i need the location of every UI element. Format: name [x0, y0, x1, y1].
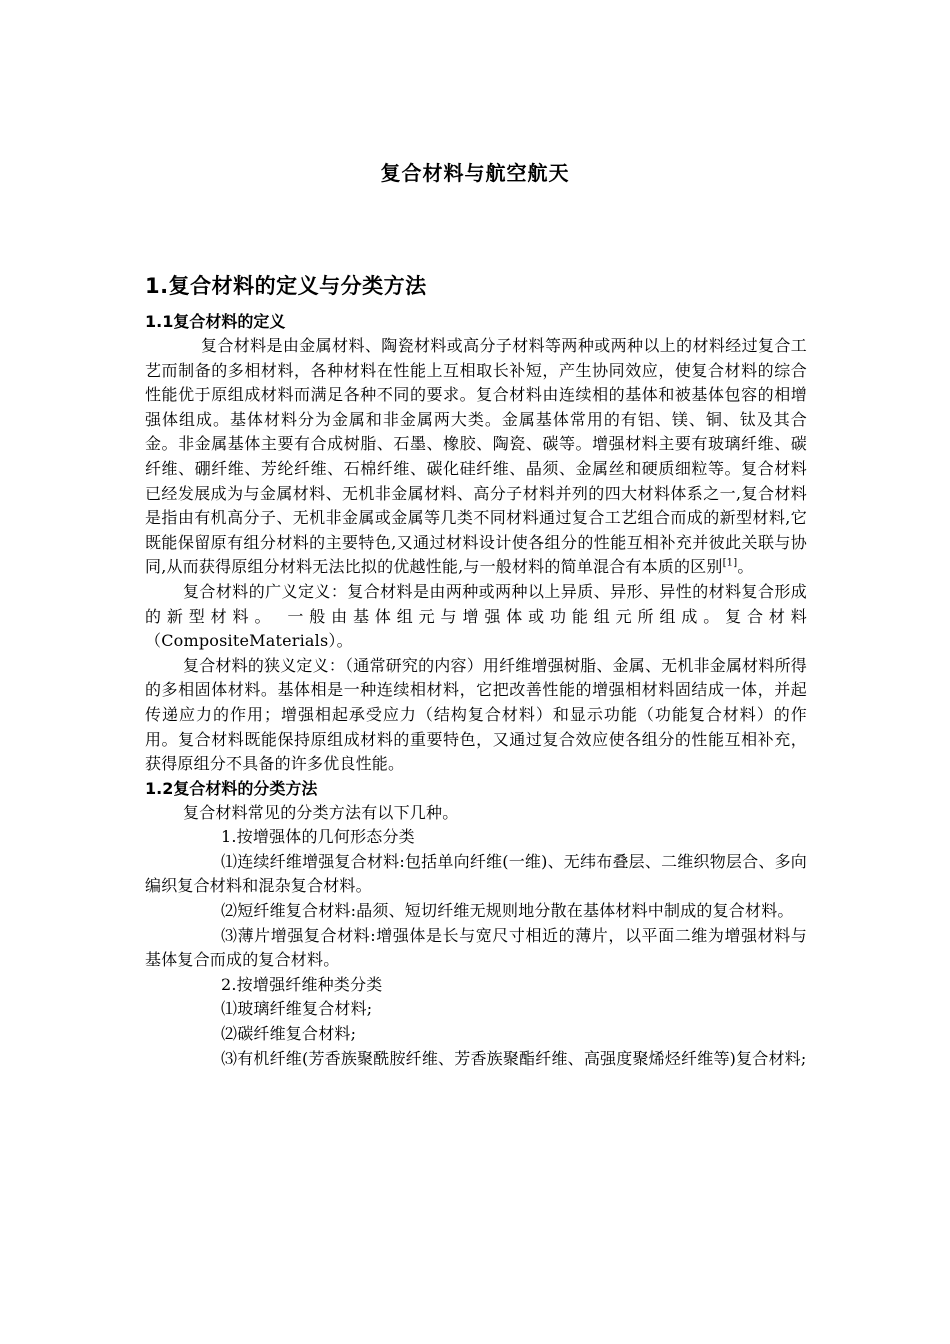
document-body: [145, 270, 807, 1071]
paragraph-definition-end: 。: [737, 557, 754, 577]
paragraph-definition: [145, 334, 807, 580]
list-item: ⑶薄片增强复合材料:增强体是长与宽尺寸相近的薄片，以平面二维为增强材料与基体复合而成的复合材料。: [145, 925, 807, 970]
list-item: ⑵碳纤维复合材料;: [221, 1024, 357, 1044]
list-heading-fiber-type: 2.按增强纤维种类分类: [221, 974, 383, 994]
subsection-heading-definition: 1.1复合材料的定义: [145, 312, 286, 331]
paragraph-broad-definition: 复合材料的广义定义：复合材料是由两种或两种以上异质、异形、异性的材料复合形成的新型材料。 一般由基体组元与增强体或功能组元所组成。复合材料（CompositeMaterials）。: [145, 581, 807, 651]
subsection-heading-classification: 1.2复合材料的分类方法: [145, 778, 318, 798]
citation-marker: [1]: [722, 558, 738, 570]
list-item: ⑵短纤维复合材料:晶须、短切纤维无规则地分散在基体材料中制成的复合材料。: [221, 901, 794, 921]
paragraph-classification-intro: 复合材料常见的分类方法有以下几种。: [183, 802, 459, 822]
list-item: ⑶有机纤维(芳香族聚酰胺纤维、芳香族聚酯纤维、高强度聚烯烃纤维等)复合材料;: [221, 1048, 807, 1068]
paragraph-narrow-definition: 复合材料的狭义定义：（通常研究的内容）用纤维增强树脂、金属、无机非金属材料所得的多相固体材料。基体相是一种连续相材料，它把改善性能的增强相材料固结成一体，并起传递应力的作用；增强相起承受应力（结构复合材料）和显示功能（功能复合材料）的作用。复合材料既能保持原组成材料的重要特色，又通过复合效应使各组分的性能互相补充，获得原组分不具备的许多优良性能。: [145, 655, 807, 774]
list-item: ⑴玻璃纤维复合材料;: [221, 999, 373, 1019]
list-item: ⑴连续纤维增强复合材料:包括单向纤维(一维)、无纬布叠层、二维织物层合、多向编织复合材料和混杂复合材料。: [145, 851, 807, 896]
section-heading: 1.复合材料的定义与分类方法: [145, 274, 427, 298]
list-heading-geometry: 1.按增强体的几何形态分类: [221, 827, 415, 847]
paragraph-definition-text: 复合材料是由金属材料、陶瓷材料或高分子材料等两种或两种以上的材料经过复合工艺而制备的多相材料，各种材料在性能上互相取长补短，产生协同效应，使复合材料的综合性能优于原组成材料而满足各种不同的要求。复合材料由连续相的基体和被基体包容的相增强体组成。基体材料分为金属和非金属两大类。金属基体常用的有铝、镁、铜、钛及其合金。非金属基体主要有合成树脂、石墨、橡胶、陶瓷、碳等。增强材料主要有玻璃纤维、碳纤维、硼纤维、芳纶纤维、石棉纤维、碳化硅纤维、晶须、金属丝和硬质细粒等。复合材料已经发展成为与金属材料、无机非金属材料、高分子材料并列的四大材料体系之一,复合材料是指由有机高分子、无机非金属或金属等几类不同材料通过复合工艺组合而成的新型材料,它既能保留原有组分材料的主要特色,又通过材料设计使各组分的性能互相补充并彼此关联与协同,从而获得原组分材料无法比拟的优越性能,与一般材料的简单混合有本质的区别: [145, 336, 807, 577]
page-title: 复合材料与航空航天: [380, 161, 570, 185]
